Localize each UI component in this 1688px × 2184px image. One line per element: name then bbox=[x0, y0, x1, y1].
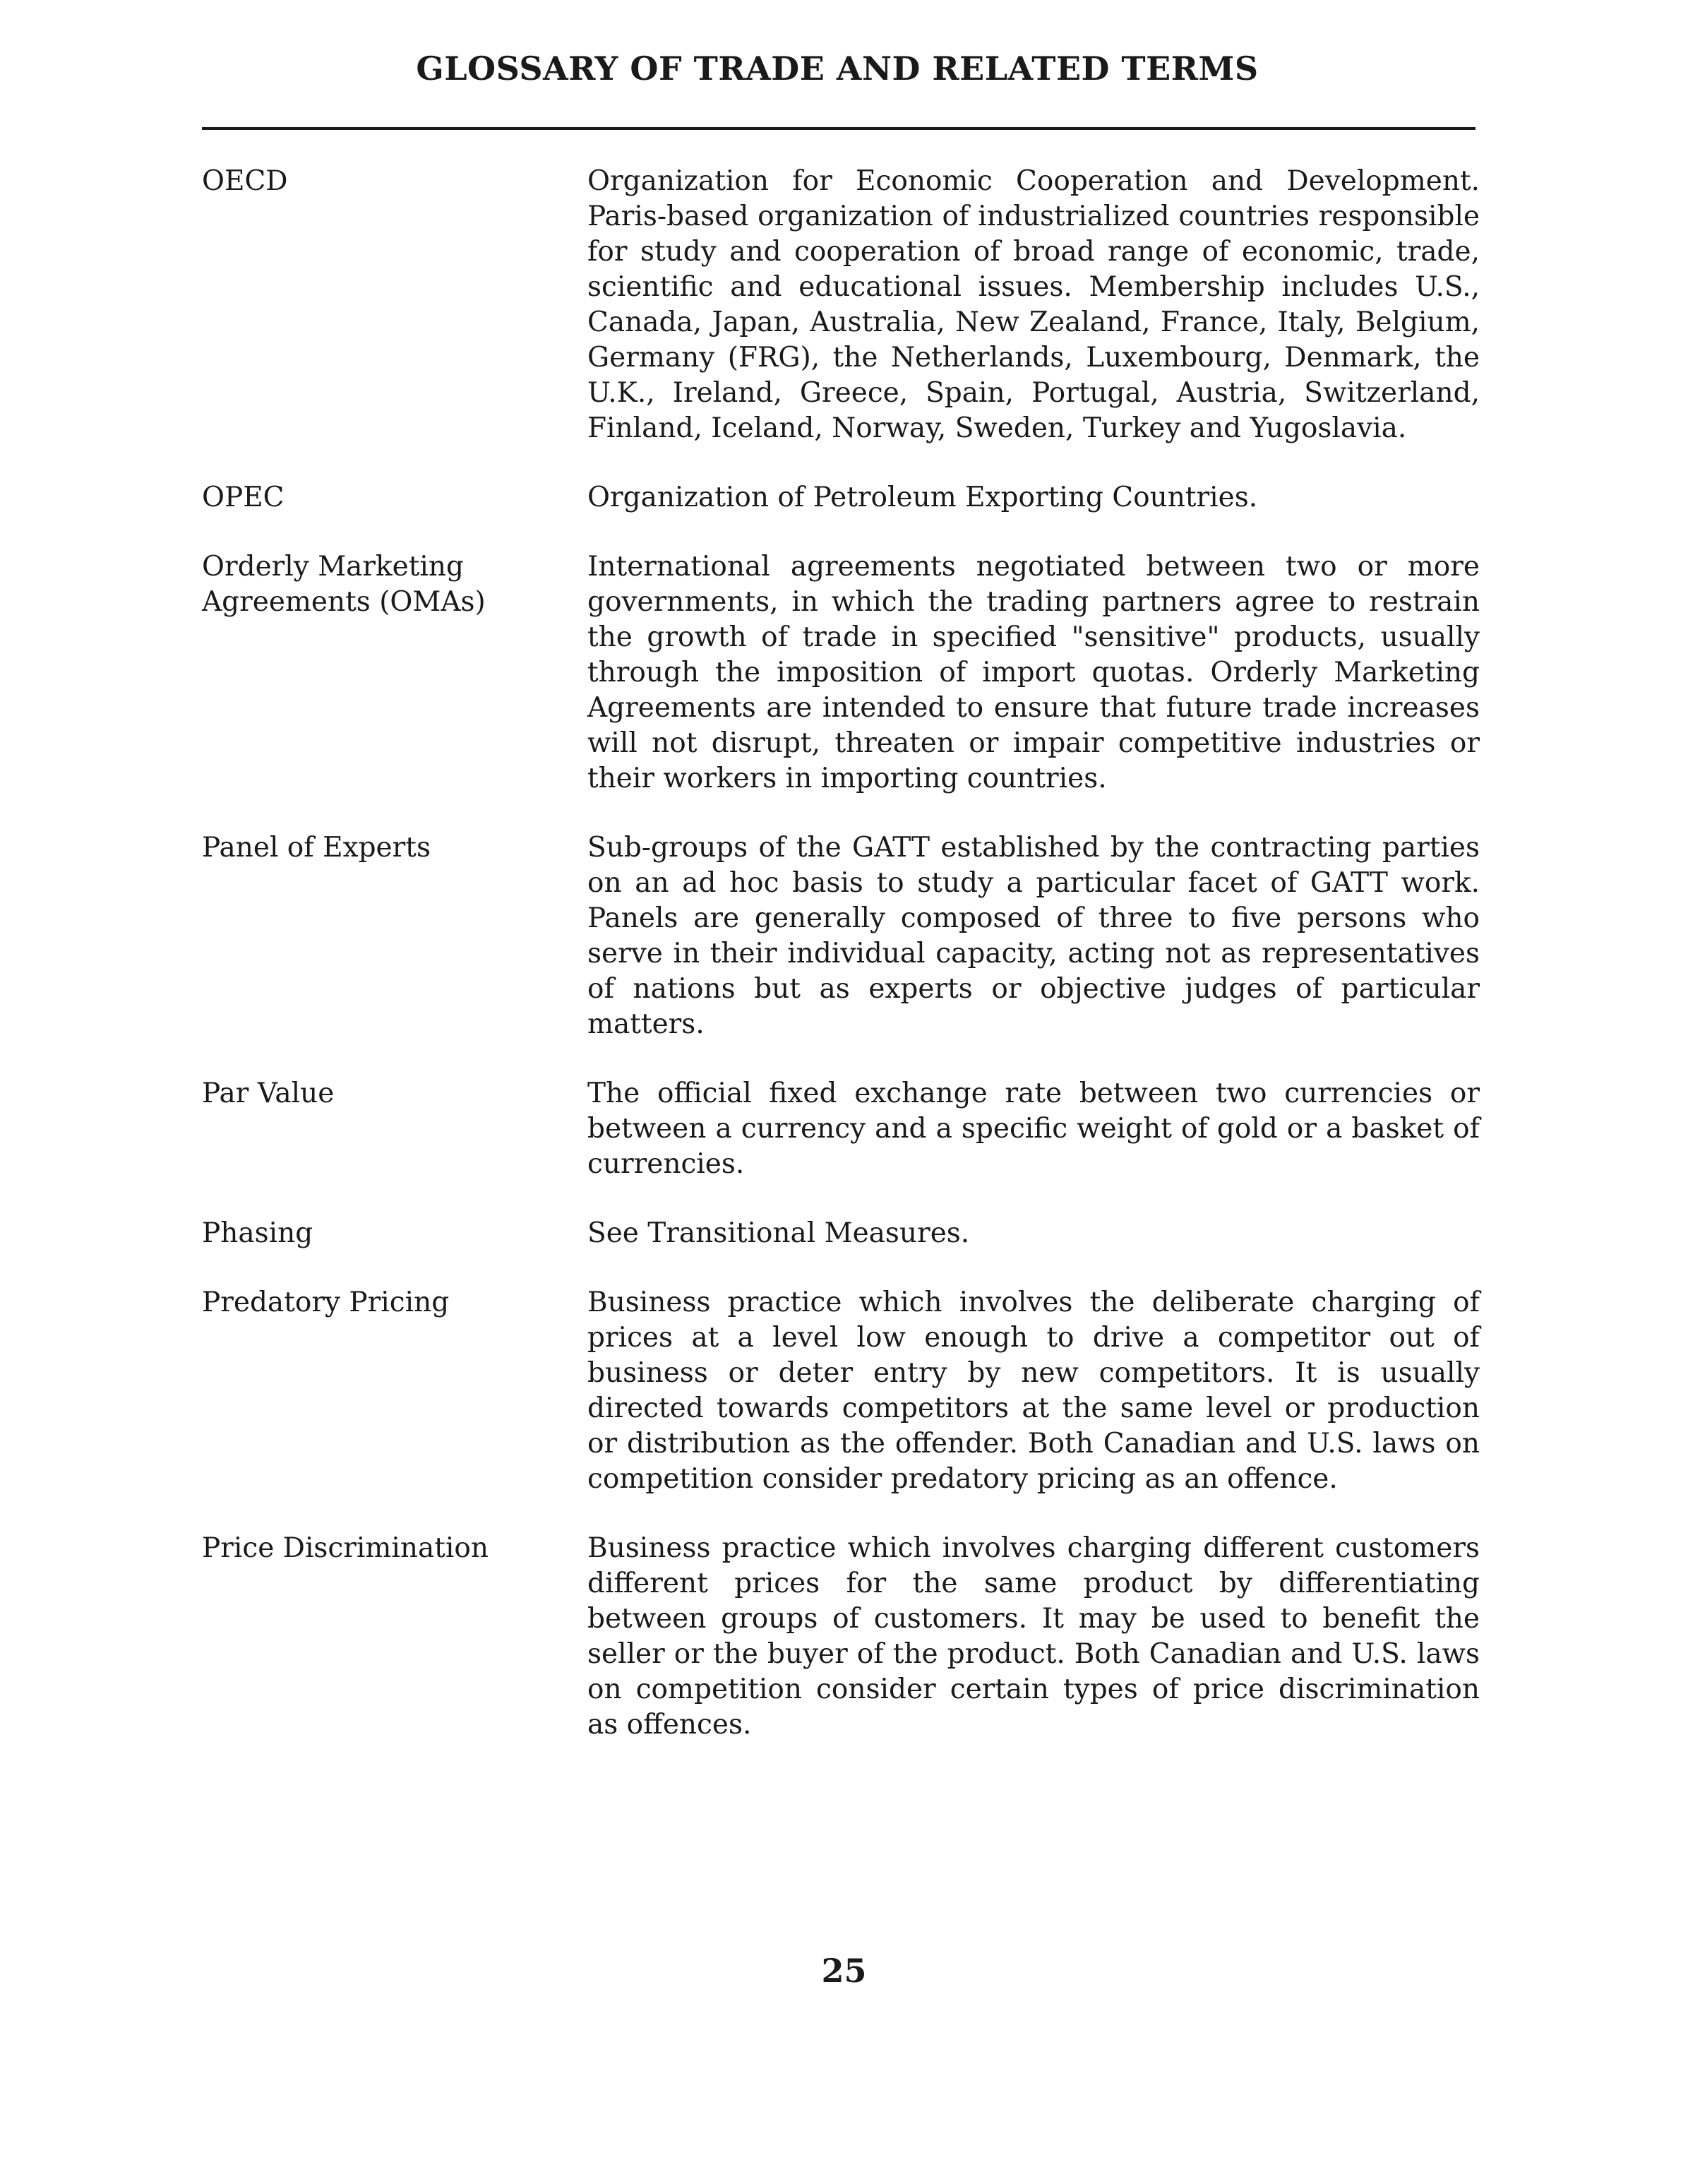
glossary-definition: The official fixed exchange rate between two currencies or between a currency and a specific weight of gold or a basket of currencies. bbox=[587, 1078, 1480, 1180]
glossary-entry-price-discrimination bbox=[202, 1531, 1480, 1743]
glossary-entry-panel-of-experts bbox=[202, 830, 1480, 1042]
term-text: Price Discrimination bbox=[202, 1532, 489, 1564]
glossary-term bbox=[202, 549, 587, 796]
term-text: Par Value bbox=[202, 1078, 335, 1109]
page-title: GLOSSARY OF TRADE AND RELATED TERMS bbox=[416, 49, 1259, 88]
glossary-term bbox=[202, 1216, 587, 1251]
glossary-entry-par-value bbox=[202, 1076, 1480, 1182]
glossary-entry-omas bbox=[202, 549, 1480, 796]
glossary-term bbox=[202, 164, 587, 446]
glossary-entry-opec bbox=[202, 480, 1480, 515]
glossary-definition: Organization of Petroleum Exporting Countries. bbox=[587, 482, 1258, 513]
glossary-definition: See Transitional Measures. bbox=[587, 1217, 970, 1249]
glossary-definition: Sub-groups of the GATT established by the contracting parties on an ad hoc basis to study a particular facet of GATT work. Panels are generally composed of three to five persons who serve in their individual capacity, acting not as representatives of nations but as experts or objective judges of particular matters. bbox=[587, 832, 1480, 1040]
glossary-entries bbox=[202, 164, 1480, 1777]
glossary-definition: Organization for Economic Cooperation and Development. Paris-based organization of industrialized countries responsible for study and cooperation of broad range of economic, trade, scientific and educational issues. Membership includes U.S., Canada, Japan, Australia, New Zealand, France, Italy, Belgium, Germany (FRG), the Netherlands, Luxembourg, Denmark, the U.K., Ireland, Greece, Spain, Portugal, Austria, Switzerland, Finland, Iceland, Norway, Sweden, Turkey and Yugoslavia. bbox=[587, 165, 1480, 444]
term-text: Panel of Experts bbox=[202, 832, 431, 864]
glossary-definition: International agreements negotiated between two or more governments, in which the trading partners agree to restrain the growth of trade in specified "sensitive" products, usually through the imposition of import quotas. Orderly Marketing Agreements are intended to ensure that future trade increases will not disrupt, threaten or impair competitive industries or their workers in importing countries. bbox=[587, 551, 1480, 794]
glossary-term bbox=[202, 480, 587, 515]
glossary-term bbox=[202, 1285, 587, 1497]
term-text: OECD bbox=[202, 165, 288, 197]
glossary-term bbox=[202, 830, 587, 1042]
term-text: Agreements (OMAs) bbox=[202, 586, 486, 618]
term-text: Phasing bbox=[202, 1217, 313, 1249]
glossary-entry-oecd bbox=[202, 164, 1480, 446]
glossary-definition: Business practice which involves the deliberate charging of prices at a level low enough to drive a competitor out of business or deter entry by new competitors. It is usually directed towards competitors at the same level or production or distribution as the offender. Both Canadian and U.S. laws on competition consider predatory pricing as an offence. bbox=[587, 1287, 1480, 1495]
glossary-definition: Business practice which involves charging different customers different prices for the same product by differentiating between groups of customers. It may be used to benefit the seller or the buyer of the product. Both Canadian and U.S. laws on competition consider certain types of price discrimination as offences. bbox=[587, 1532, 1480, 1741]
page-number: 25 bbox=[821, 1952, 867, 1990]
glossary-entry-predatory-pricing bbox=[202, 1285, 1480, 1497]
glossary-entry-phasing bbox=[202, 1216, 1480, 1251]
term-text: Predatory Pricing bbox=[202, 1287, 450, 1318]
glossary-term bbox=[202, 1531, 587, 1743]
term-text: OPEC bbox=[202, 482, 285, 513]
header-divider bbox=[202, 127, 1475, 130]
glossary-term bbox=[202, 1076, 587, 1182]
term-text: Orderly Marketing bbox=[202, 551, 464, 583]
